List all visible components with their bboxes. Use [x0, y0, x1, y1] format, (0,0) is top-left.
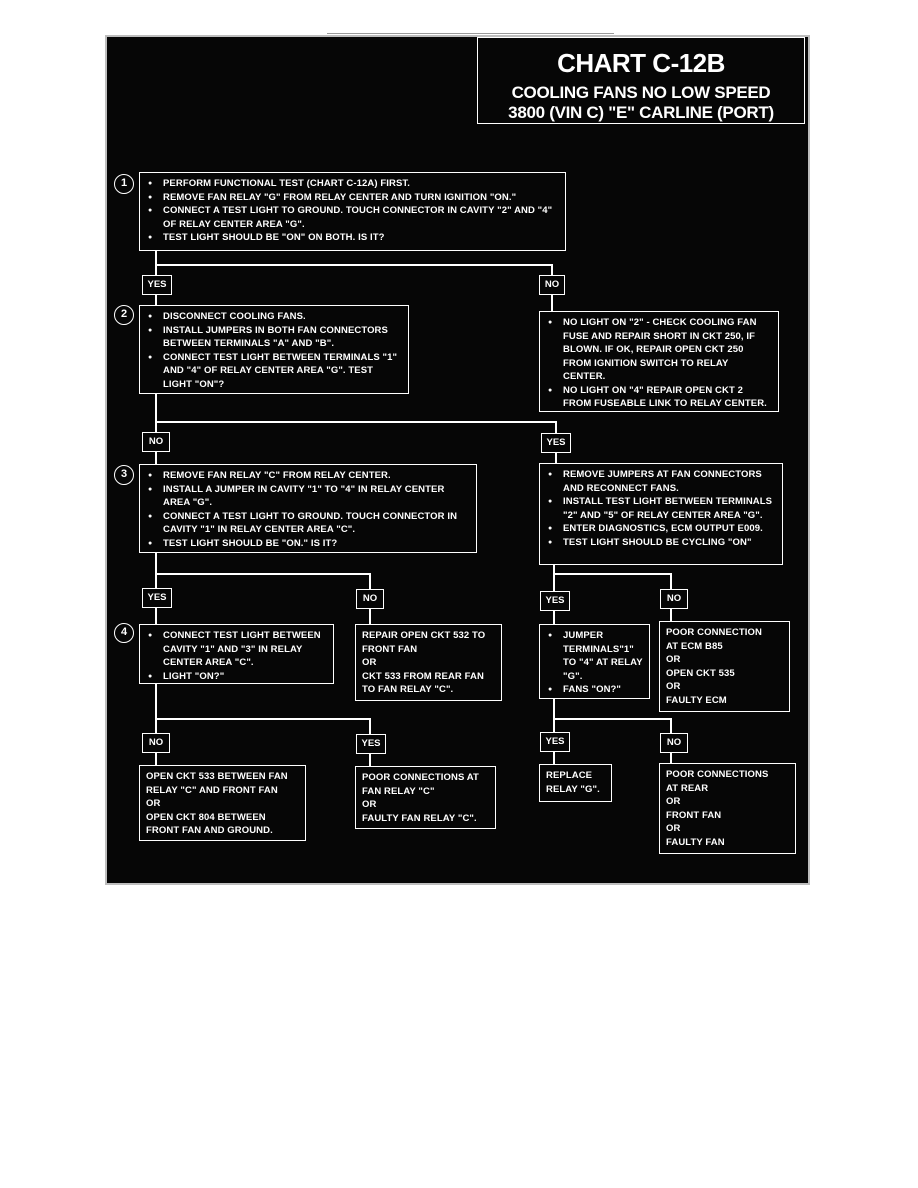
- wire: [155, 718, 157, 733]
- wire: [670, 608, 672, 621]
- no-light-item: ● NO LIGHT ON "2" - CHECK COOLING FAN FUSE AND REPAIR SHORT IN CKT 250, IF BLOWN. IF OK, REPAIR OPEN CKT 250 FROM IGNITION SWITCH TO RELAY CENTER.: [546, 316, 773, 384]
- wire: [369, 753, 371, 766]
- no-label: NO: [142, 733, 170, 753]
- yes-label: YES: [356, 734, 386, 754]
- remove-jumpers-item: ● REMOVE JUMPERS AT FAN CONNECTORS AND RECONNECT FANS.: [546, 468, 777, 495]
- wire: [369, 573, 371, 589]
- remove-jumpers-box: [539, 463, 783, 565]
- wire: [155, 421, 157, 432]
- wire: [553, 751, 555, 764]
- yes-label: YES: [142, 588, 172, 608]
- wire: [155, 251, 157, 265]
- open-533-box: [139, 765, 306, 841]
- wire: [155, 394, 157, 423]
- wire: [551, 264, 553, 275]
- step1-item: ● REMOVE FAN RELAY "G" FROM RELAY CENTER AND TURN IGNITION "ON.": [146, 191, 560, 205]
- wire: [553, 718, 672, 720]
- chart-title-box: [477, 37, 805, 124]
- wire: [155, 553, 157, 575]
- step4-item: ● LIGHT "ON?": [146, 670, 328, 684]
- step3-item: ● CONNECT A TEST LIGHT TO GROUND. TOUCH CONNECTOR IN CAVITY "1" IN RELAY CENTER AREA "C".: [146, 510, 471, 537]
- step-marker-1: 1: [114, 174, 134, 194]
- step1-item: ● TEST LIGHT SHOULD BE "ON" ON BOTH. IS IT?: [146, 231, 560, 245]
- poor-rear-box: [659, 763, 796, 854]
- wire: [155, 573, 157, 588]
- wire: [670, 752, 672, 763]
- wire: [155, 264, 553, 266]
- remove-jumpers-item: ● ENTER DIAGNOSTICS, ECM OUTPUT E009.: [546, 522, 777, 536]
- wire: [555, 452, 557, 463]
- jumper-item: ● JUMPER TERMINALS"1" TO "4" AT RELAY "G".: [546, 629, 644, 683]
- replace-g-box: [539, 764, 612, 802]
- repair-532-text: REPAIR OPEN CKT 532 TO FRONT FAN OR CKT 533 FROM REAR FAN TO FAN RELAY "C".: [362, 630, 486, 695]
- yes-label: YES: [541, 433, 571, 453]
- step1-box: [139, 172, 566, 251]
- step3-item: ● TEST LIGHT SHOULD BE "ON." IS IT?: [146, 537, 471, 551]
- chart-subtitle-line1: COOLING FANS NO LOW SPEED: [511, 83, 771, 102]
- step-marker-4: 4: [114, 623, 134, 643]
- step3-item: ● INSTALL A JUMPER IN CAVITY "1" TO "4" IN RELAY CENTER AREA "G".: [146, 483, 471, 510]
- wire: [369, 608, 371, 624]
- jumper-item: ● FANS "ON?": [546, 683, 644, 697]
- jumper-box: [539, 624, 650, 699]
- wire: [670, 718, 672, 733]
- no-label: NO: [660, 589, 688, 609]
- replace-g-text: REPLACE RELAY "G".: [546, 770, 600, 795]
- step1-item: ● CONNECT A TEST LIGHT TO GROUND. TOUCH CONNECTOR IN CAVITY "2" AND "4" OF RELAY CENTER AREA "G".: [146, 204, 560, 231]
- yes-label: YES: [540, 732, 570, 752]
- step2-item: ● CONNECT TEST LIGHT BETWEEN TERMINALS "1" AND "4" OF RELAY CENTER AREA "G". TEST LIGHT "ON"?: [146, 351, 403, 392]
- step4-box: [139, 624, 334, 684]
- step4-item: ● CONNECT TEST LIGHT BETWEEN CAVITY "1" AND "3" IN RELAY CENTER AREA "C".: [146, 629, 328, 670]
- step2-item: ● INSTALL JUMPERS IN BOTH FAN CONNECTORS BETWEEN TERMINALS "A" AND "B".: [146, 324, 403, 351]
- yes-label: YES: [540, 591, 570, 611]
- step-marker-3: 3: [114, 465, 134, 485]
- wire: [553, 573, 555, 591]
- page-top-rule: [327, 33, 614, 34]
- flowchart-panel: [105, 35, 810, 885]
- step1-item: ● PERFORM FUNCTIONAL TEST (CHART C-12A) FIRST.: [146, 177, 560, 191]
- poor-ecm-box: [659, 621, 790, 712]
- wire: [155, 718, 371, 720]
- wire: [155, 752, 157, 765]
- no-label: NO: [660, 733, 688, 753]
- step2-item: ● DISCONNECT COOLING FANS.: [146, 310, 403, 324]
- poor-ecm-text: POOR CONNECTION AT ECM B85 OR OPEN CKT 535 OR FAULTY ECM: [666, 627, 762, 706]
- open-533-text: OPEN CKT 533 BETWEEN FAN RELAY "C" AND FRONT FAN OR OPEN CKT 804 BETWEEN FRONT FAN AND GROUND.: [146, 771, 288, 836]
- wire: [155, 607, 157, 624]
- wire: [553, 573, 672, 575]
- poor-relay-c-text: POOR CONNECTIONS AT FAN RELAY "C" OR FAULTY FAN RELAY "C".: [362, 772, 479, 824]
- wire: [155, 573, 371, 575]
- no-light-item: ● NO LIGHT ON "4" REPAIR OPEN CKT 2 FROM FUSEABLE LINK TO RELAY CENTER.: [546, 384, 773, 411]
- yes-label: YES: [142, 275, 172, 295]
- remove-jumpers-item: ● INSTALL TEST LIGHT BETWEEN TERMINALS "2" AND "5" OF RELAY CENTER AREA "G".: [546, 495, 777, 522]
- step2-box: [139, 305, 409, 394]
- step-marker-2: 2: [114, 305, 134, 325]
- wire: [155, 451, 157, 464]
- chart-subtitle-line2: 3800 (VIN C) "E" CARLINE (PORT): [508, 103, 774, 122]
- wire: [155, 684, 157, 720]
- wire: [553, 610, 555, 624]
- wire: [553, 718, 555, 732]
- wire: [670, 573, 672, 589]
- step3-box: [139, 464, 477, 553]
- no-label: NO: [356, 589, 384, 609]
- wire: [551, 294, 553, 311]
- no-light-box: [539, 311, 779, 412]
- wire: [369, 718, 371, 734]
- step3-item: ● REMOVE FAN RELAY "C" FROM RELAY CENTER.: [146, 469, 471, 483]
- no-label: NO: [142, 432, 170, 452]
- wire: [555, 421, 557, 433]
- no-label: NO: [539, 275, 565, 295]
- poor-rear-text: POOR CONNECTIONS AT REAR OR FRONT FAN OR FAULTY FAN: [666, 769, 769, 848]
- wire: [553, 699, 555, 720]
- wire: [155, 264, 157, 275]
- repair-532-box: [355, 624, 502, 701]
- remove-jumpers-item: ● TEST LIGHT SHOULD BE CYCLING "ON": [546, 536, 777, 550]
- poor-relay-c-box: [355, 766, 496, 829]
- wire: [155, 421, 557, 423]
- wire: [155, 294, 157, 305]
- chart-title: CHART C-12B: [557, 48, 725, 78]
